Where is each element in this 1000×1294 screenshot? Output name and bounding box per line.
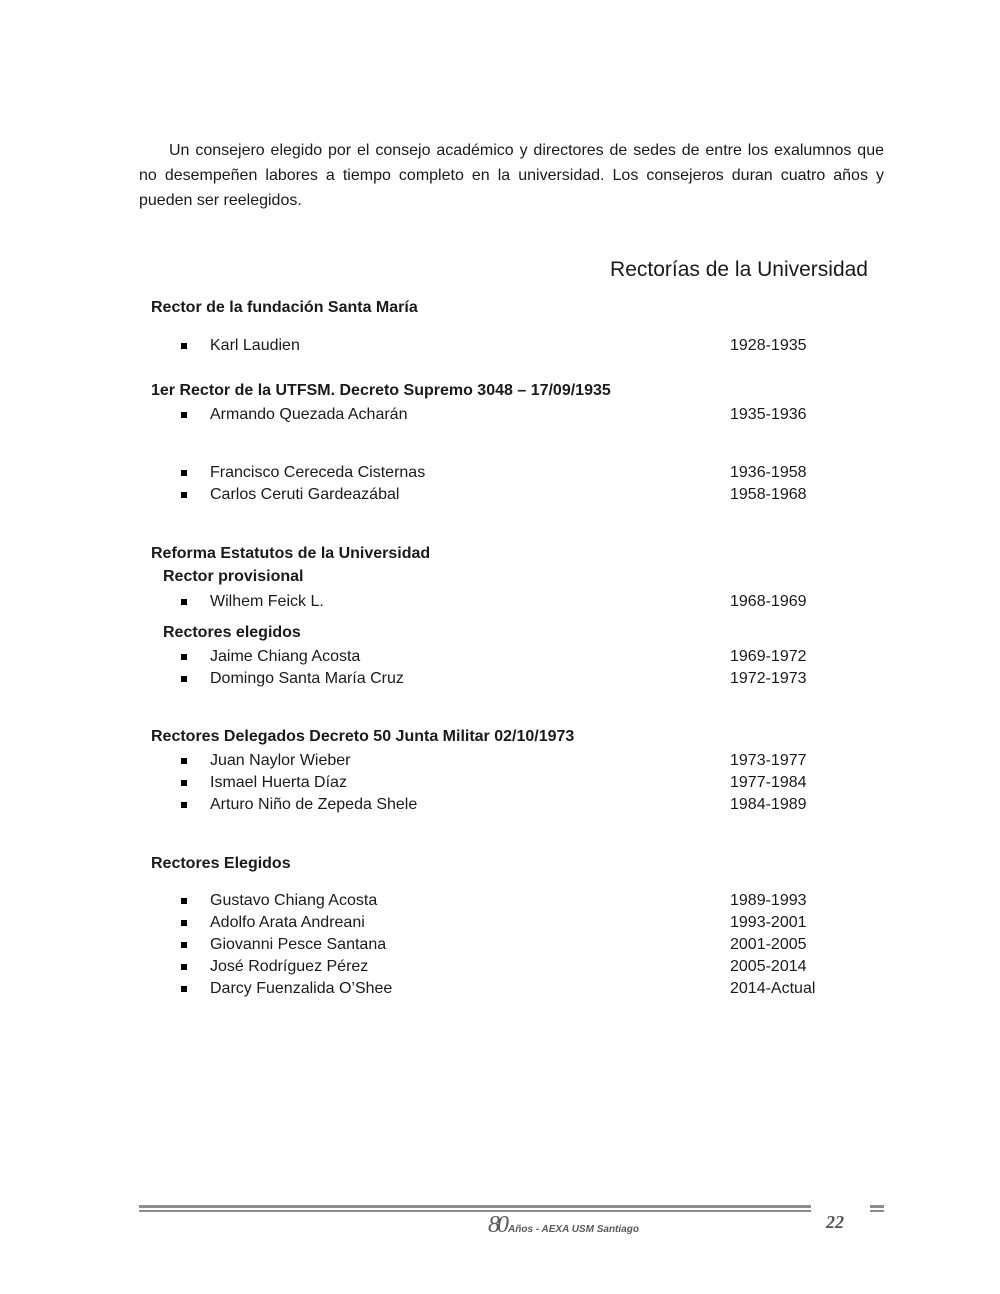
rector-years: 1935-1936 [730,406,807,423]
rector-name: Arturo Niño de Zepeda Shele [210,796,418,813]
group-heading: Rectores Delegados Decreto 50 Junta Militar 02/10/1973 [151,728,575,745]
rector-name: Adolfo Arata Andreani [210,914,365,931]
group-heading: Rector de la fundación Santa María [151,299,418,316]
bullet-icon [181,942,187,948]
bullet-icon [181,898,187,904]
rector-years: 1972-1973 [730,670,807,687]
list-item [0,890,1000,912]
section-title: Rectorías de la Universidad [610,258,868,281]
rector-years: 1969-1972 [730,648,807,665]
rector-years: 2014-Actual [730,980,816,997]
bullet-icon [181,599,187,605]
list-item [0,934,1000,956]
bullet-icon [181,780,187,786]
list-item [0,591,1000,613]
rector-name: Giovanni Pesce Santana [210,936,387,953]
rector-name: Darcy Fuenzalida O’Shee [210,980,393,997]
rector-years: 1973-1977 [730,752,807,769]
rector-years: 1936-1958 [730,464,807,481]
list-item [0,404,1000,426]
list-item [0,335,1000,357]
bullet-icon [181,343,187,349]
bullet-icon [181,470,187,476]
rector-name: Jaime Chiang Acosta [210,648,361,665]
bullet-icon [181,758,187,764]
bullet-icon [181,986,187,992]
rector-name: Armando Quezada Acharán [210,406,408,423]
footer-logo [488,1212,639,1240]
rector-name: Ismael Huerta Díaz [210,774,347,791]
rector-years: 1958-1968 [730,486,807,503]
rector-name: José Rodríguez Pérez [210,958,369,975]
bullet-icon [181,676,187,682]
rector-years: 1977-1984 [730,774,807,791]
rector-name: Carlos Ceruti Gardeazábal [210,486,400,503]
bullet-icon [181,412,187,418]
footer-divider-mark [870,1205,884,1213]
list-item [0,646,1000,668]
rector-years: 2005-2014 [730,958,807,975]
list-item [0,912,1000,934]
bullet-icon [181,920,187,926]
rector-name: Juan Naylor Wieber [210,752,351,769]
group-heading: Rectores Elegidos [151,855,291,872]
rector-years: 1984-1989 [730,796,807,813]
bullet-icon [181,802,187,808]
list-item [0,484,1000,506]
page-number: 22 [826,1212,844,1232]
bullet-icon [181,492,187,498]
list-item [0,462,1000,484]
subgroup-heading: Rector provisional [163,568,304,585]
rector-years: 1993-2001 [730,914,807,931]
list-item [0,750,1000,772]
list-item [0,978,1000,1000]
list-item [0,794,1000,816]
group-heading: Reforma Estatutos de la Universidad [151,545,431,562]
list-item [0,668,1000,690]
bullet-icon [181,654,187,660]
rector-years: 1968-1969 [730,593,807,610]
rector-years: 1928-1935 [730,337,807,354]
rector-years: 2001-2005 [730,936,807,953]
subgroup-heading: Rectores elegidos [163,624,301,641]
rector-name: Domingo Santa María Cruz [210,670,404,687]
group-heading: 1er Rector de la UTFSM. Decreto Supremo 3048 – 17/09/1935 [151,382,611,399]
list-item [0,772,1000,794]
list-item [0,956,1000,978]
footer-logo-text: Años - AEXA USM Santiago [508,1224,639,1235]
bullet-icon [181,964,187,970]
footer-logo-number: 80 [488,1212,506,1238]
rector-years: 1989-1993 [730,892,807,909]
intro-paragraph: Un consejero elegido por el consejo académico y directores de sedes de entre los exalumnos que no desempeñen labores a tiempo completo en la universidad. Los consejeros duran cuatro años y pueden ser reelegidos. [139,142,884,209]
rector-name: Wilhem Feick L. [210,593,324,610]
rector-name: Francisco Cereceda Cisternas [210,464,426,481]
rector-name: Karl Laudien [210,337,300,354]
rector-name: Gustavo Chiang Acosta [210,892,378,909]
